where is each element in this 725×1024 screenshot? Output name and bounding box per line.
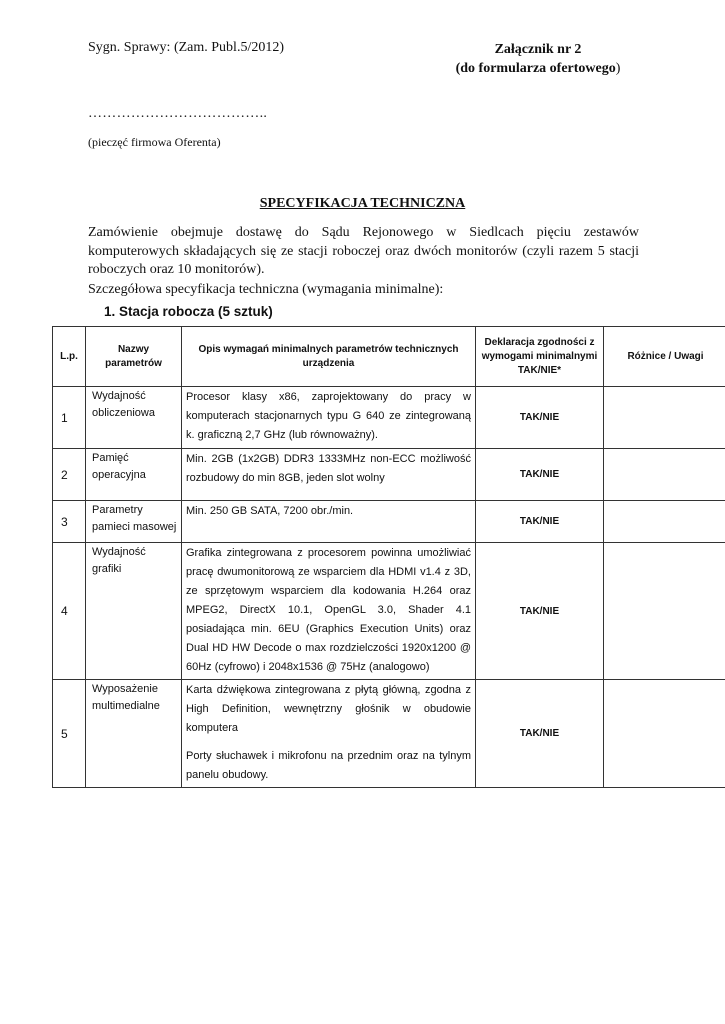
header-name: Nazwy parametrów [86, 327, 182, 387]
description-paragraph: Karta dźwiękowa zintegrowana z płytą główną, zgodna z High Definition, wewnętrzny głośnik w obudowie komputera [186, 684, 471, 734]
table-row [53, 680, 725, 788]
table-header-row [53, 327, 725, 387]
row-lp: 2 [53, 449, 86, 501]
row-requirement-description [182, 501, 476, 543]
page-title: SPECYFIKACJA TECHNICZNA [259, 196, 466, 211]
annex-label [440, 40, 636, 78]
row-parameter-name: Parametry pamieci masowej [86, 501, 182, 543]
row-parameter-name: Pamięć operacyjna [86, 449, 182, 501]
table-row [53, 501, 725, 543]
row-requirement-description [182, 449, 476, 501]
row-lp: 4 [53, 543, 86, 680]
row-compliance-declaration[interactable]: TAK/NIE [476, 501, 604, 543]
row-parameter-name: Wydajność obliczeniowa [86, 387, 182, 449]
signature-dots: ……………………………….. [88, 106, 268, 121]
description-paragraph: Grafika zintegrowana z procesorem powinna umożliwiać pracę dwumonitorową ze wsparciem dla HDMI v1.4 z 3D, ze sprzętowym wsparciem dla kodowania H.264 oraz MPEG2, DirectX 10.1, OpenGL 3.0, Shader 4.1 posiadająca min. 6EU (Graphics Execution Units) oraz Dual HD HW Decode o max rozdzielczości 1920x1200 @ 60Hz (cyfrowo) i 2048x1536 @ 75Hz (analogowo) [186, 547, 471, 673]
row-parameter-name: Wyposażenie multimedialne [86, 680, 182, 788]
annex-subtitle: (do formularza ofertowego) [455, 61, 621, 76]
row-requirement-description [182, 387, 476, 449]
section-title: 1. Stacja robocza (5 sztuk) [104, 304, 273, 319]
description-paragraph: Min. 2GB (1x2GB) DDR3 1333MHz non-ECC możliwość rozbudowy do min 8GB, jeden slot wolny [186, 453, 471, 484]
spec-intro: Szczegółowa specyfikacja techniczna (wymagania minimalne): [88, 282, 444, 297]
table-row [53, 543, 725, 680]
description-paragraph: Procesor klasy x86, zaprojektowany do pracy w komputerach stacjonarnych typu G 640 ze zintegrowaną k. graficzną 2,7 GHz (lub równoważny). [186, 391, 471, 441]
description-paragraph: Min. 250 GB SATA, 7200 obr./min. [186, 505, 354, 517]
case-reference: Sygn. Sprawy: (Zam. Publ.5/2012) [88, 40, 284, 55]
spec-table [52, 326, 725, 788]
row-compliance-declaration[interactable]: TAK/NIE [476, 680, 604, 788]
row-requirement-description [182, 680, 476, 788]
intro-paragraph: Zamówienie obejmuje dostawę do Sądu Rejonowego w Siedlcach pięciu zestawów komputerowych składających się ze stacji roboczej oraz dwóch monitorów (czyli razem 5 stacji roboczych oraz 10 monitorów). [88, 225, 639, 277]
row-requirement-description [182, 543, 476, 680]
row-compliance-declaration[interactable]: TAK/NIE [476, 449, 604, 501]
company-stamp-label: (pieczęć firmowa Oferenta) [88, 135, 221, 149]
row-compliance-declaration[interactable]: TAK/NIE [476, 543, 604, 680]
description-paragraph: Porty słuchawek i mikrofonu na przednim oraz na tylnym panelu obudowy. [186, 750, 471, 781]
row-remarks-field[interactable] [604, 501, 725, 543]
row-remarks-field[interactable] [604, 387, 725, 449]
row-parameter-name: Wydajność grafiki [86, 543, 182, 680]
header-decl: Deklaracja zgodności z wymogami minimalnymi TAK/NIE* [476, 327, 604, 387]
row-lp: 1 [53, 387, 86, 449]
row-lp: 3 [53, 501, 86, 543]
row-remarks-field[interactable] [604, 543, 725, 680]
table-row [53, 387, 725, 449]
header-desc: Opis wymagań minimalnych parametrów technicznych urządzenia [182, 327, 476, 387]
row-compliance-declaration[interactable]: TAK/NIE [476, 387, 604, 449]
annex-title: Załącznik nr 2 [494, 42, 582, 57]
table-row [53, 449, 725, 501]
header-remarks: Różnice / Uwagi [604, 327, 725, 387]
row-remarks-field[interactable] [604, 449, 725, 501]
row-lp: 5 [53, 680, 86, 788]
row-remarks-field[interactable] [604, 680, 725, 788]
header-lp: L.p. [53, 327, 86, 387]
